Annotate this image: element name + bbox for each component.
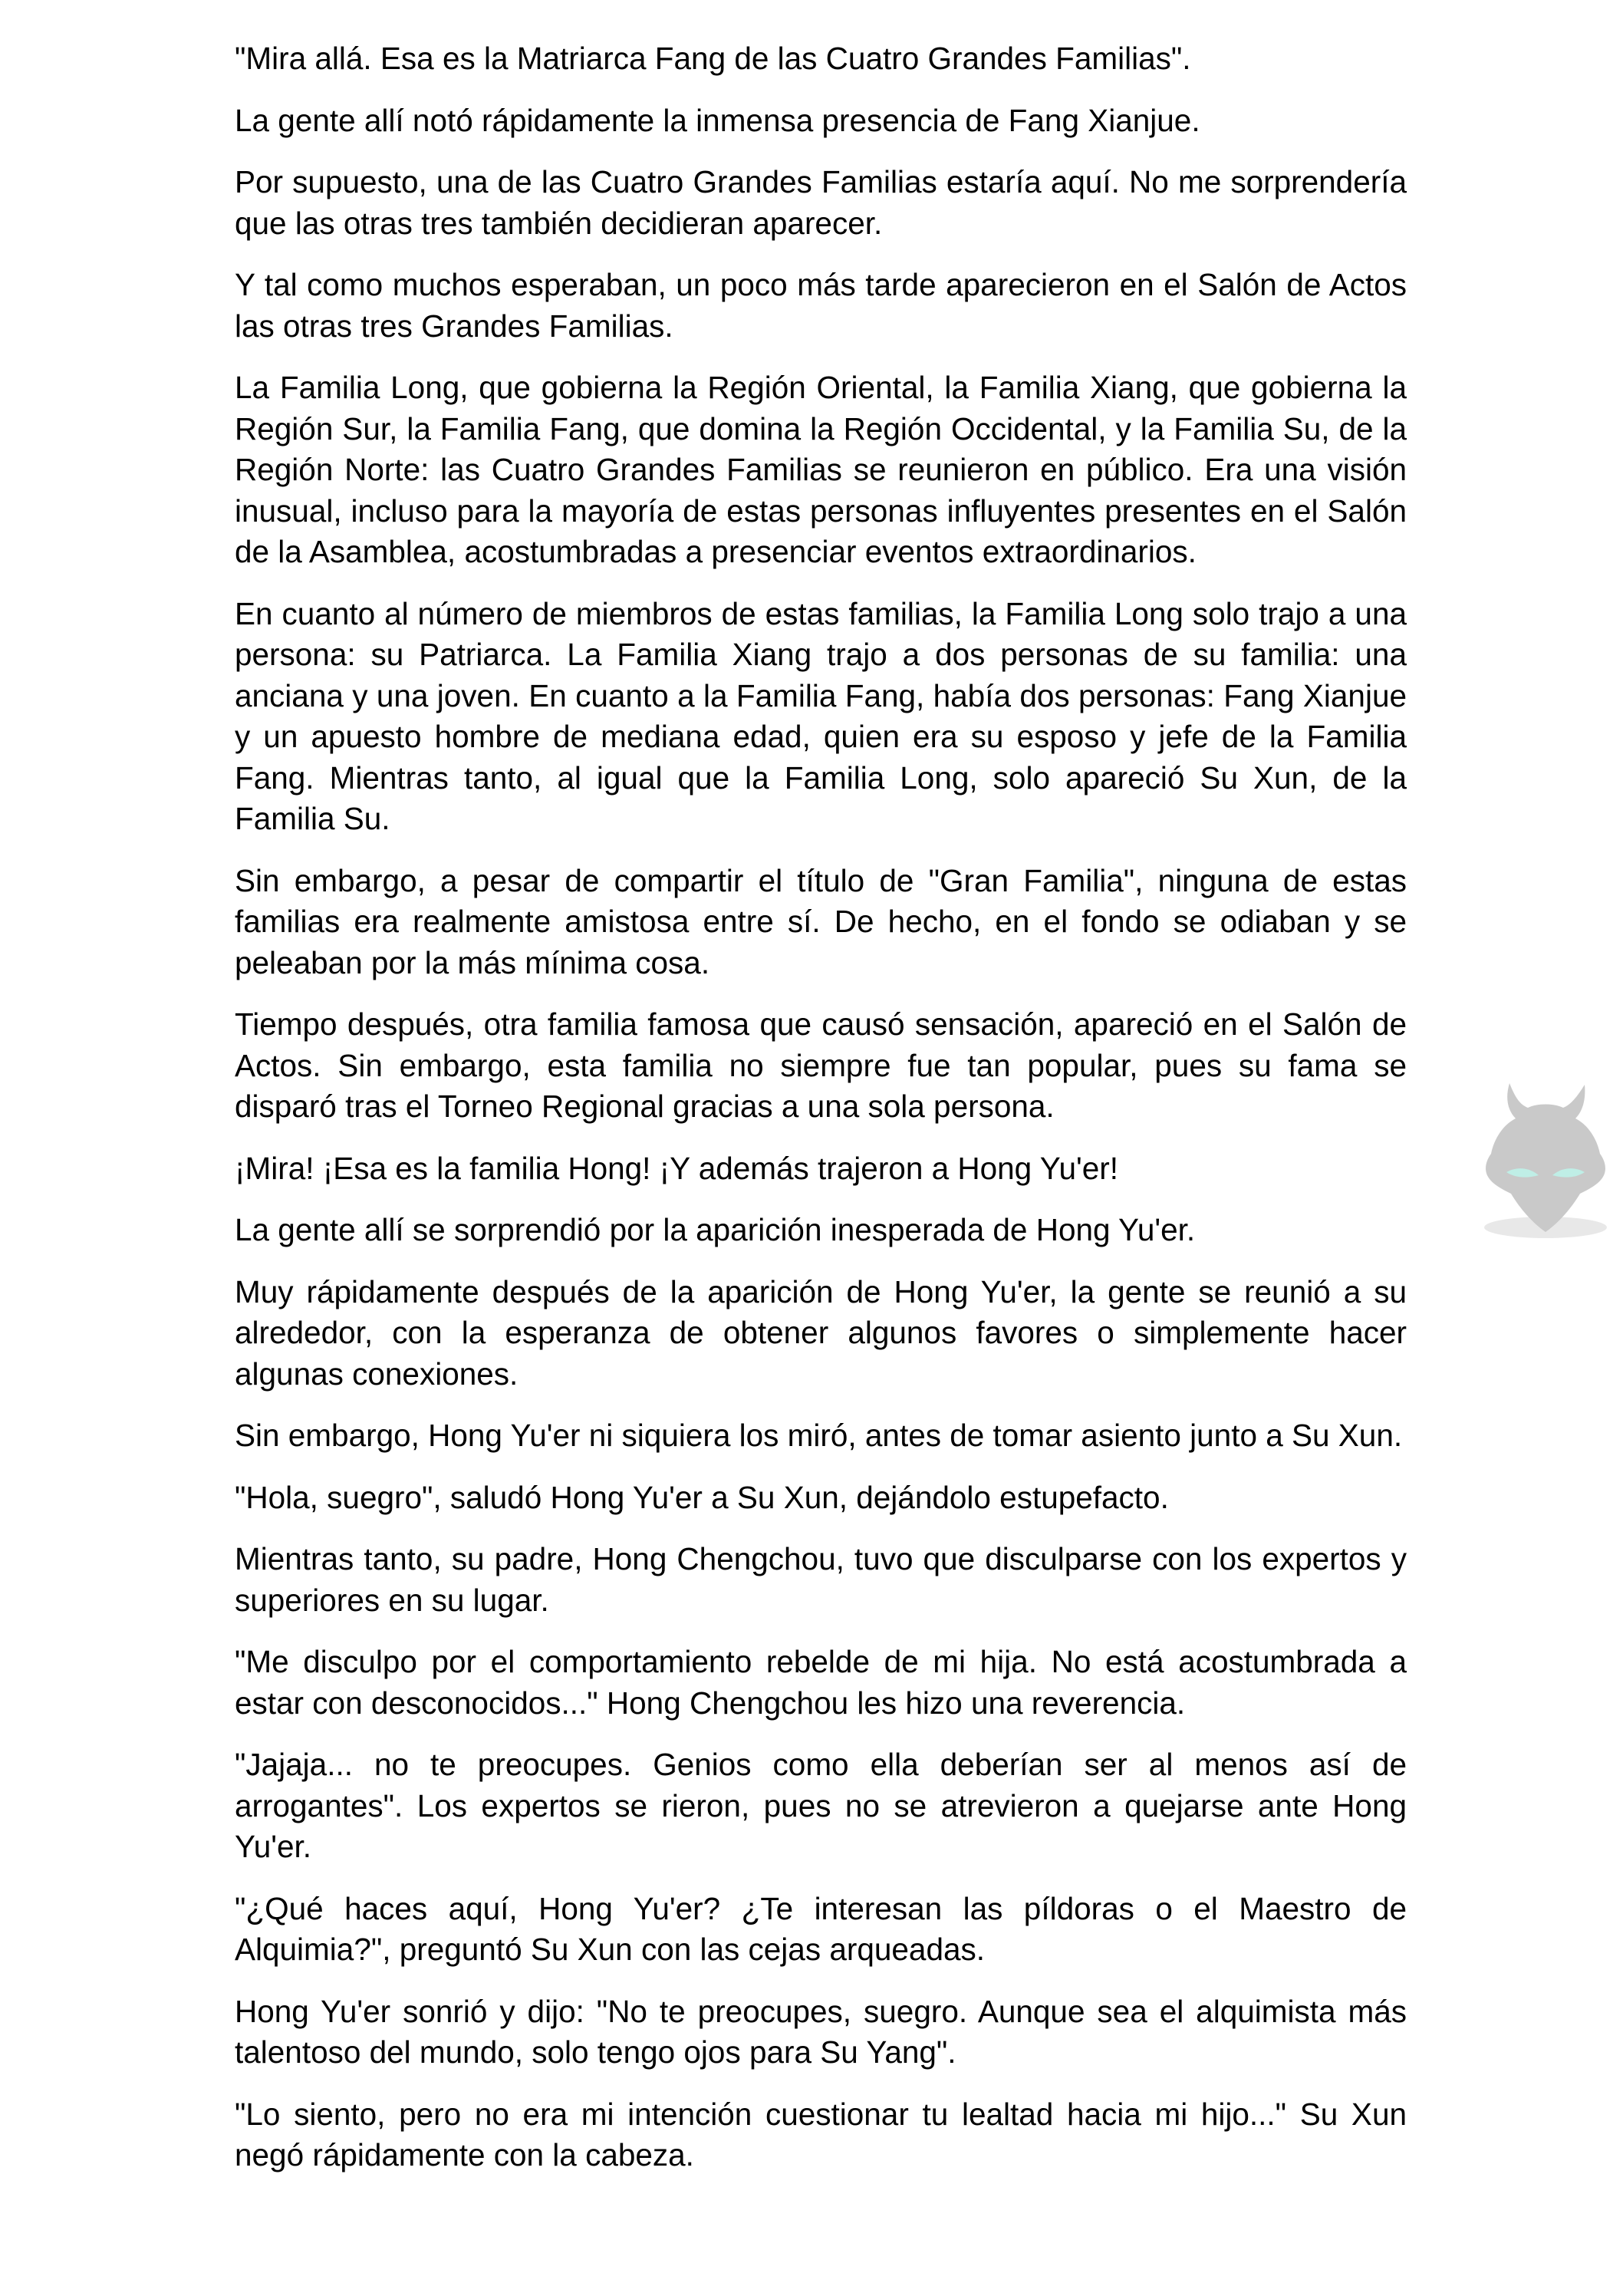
- paragraph: La gente allí notó rápidamente la inmensa presencia de Fang Xianjue.: [235, 102, 1200, 138]
- paragraph: "Jajaja... no te preocupes. Genios como ella deberían ser al menos así de arrogantes". Los expertos se rieron, pues no se atrevieron a quejarse ante Hong Yu'er.: [235, 1747, 1407, 1864]
- paragraph: "Lo siento, pero no era mi intención cuestionar tu lealtad hacia mi hijo..." Su Xun negó rápidamente con la cabeza.: [235, 2096, 1407, 2172]
- paragraph: Muy rápidamente después de la aparición de Hong Yu'er, la gente se reunió a su alrededor, con la esperanza de obtener algunos favores o simplemente hacer algunas conexiones.: [235, 1273, 1407, 1392]
- paragraph: Sin embargo, Hong Yu'er ni siquiera los miró, antes de tomar asiento junto a Su Xun.: [235, 1418, 1403, 1453]
- paragraph: La Familia Long, que gobierna la Región Oriental, la Familia Xiang, que gobierna la Región Sur, la Familia Fang, que domina la Región Occidental, y la Familia Su, de la Región Norte: las Cuatro Grandes Familias se reunieron en público. Era una visión inusual, incluso para la mayoría de estas personas influyentes presentes en el Salón de la Asamblea, acostumbradas a presenciar eventos extraordinarios.: [235, 370, 1407, 569]
- document-body: [235, 38, 1407, 2197]
- logo-head: [1486, 1083, 1605, 1232]
- paragraph: "Hola, suegro", saludó Hong Yu'er a Su Xun, dejándolo estupefacto.: [235, 1479, 1169, 1515]
- paragraph: Mientras tanto, su padre, Hong Chengchou, tuvo que disculparse con los expertos y superiores en su lugar.: [235, 1541, 1407, 1618]
- paragraph: Y tal como muchos esperaban, un poco más tarde aparecieron en el Salón de Actos las otras tres Grandes Familias.: [235, 267, 1407, 344]
- paragraph: Tiempo después, otra familia famosa que causó sensación, apareció en el Salón de Actos. Sin embargo, esta familia no siempre fue tan popular, pues su fama se disparó tras el Torneo Regional gracias a una sola persona.: [235, 1006, 1407, 1124]
- paragraph: "Me disculpo por el comportamiento rebelde de mi hija. No está acostumbrada a estar con desconocidos..." Hong Chengchou les hizo una reverencia.: [235, 1644, 1407, 1721]
- demon-head-icon: [1473, 1074, 1618, 1243]
- paragraph: "Mira allá. Esa es la Matriarca Fang de las Cuatro Grandes Familias".: [235, 41, 1191, 76]
- paragraph: Hong Yu'er sonrió y dijo: "No te preocupes, suegro. Aunque sea el alquimista más talentoso del mundo, solo tengo ojos para Su Yang".: [235, 1993, 1407, 2070]
- paragraph: "¿Qué haces aquí, Hong Yu'er? ¿Te interesan las píldoras o el Maestro de Alquimia?", preguntó Su Xun con las cejas arqueadas.: [235, 1890, 1407, 1967]
- paragraph: En cuanto al número de miembros de estas familias, la Familia Long solo trajo a una persona: su Patriarca. La Familia Xiang trajo a dos personas de su familia: una anciana y una joven. En cuanto a la Familia Fang, había dos personas: Fang Xianjue y un apuesto hombre de mediana edad, quien era su esposo y jefe de la Familia Fang. Mientras tanto, al igual que la Familia Long, solo apareció Su Xun, de la Familia Su.: [235, 595, 1407, 836]
- paragraph: La gente allí se sorprendió por la aparición inesperada de Hong Yu'er.: [235, 1212, 1196, 1247]
- paragraph: ¡Mira! ¡Esa es la familia Hong! ¡Y además trajeron a Hong Yu'er!: [235, 1150, 1119, 1186]
- paragraph: Sin embargo, a pesar de compartir el título de "Gran Familia", ninguna de estas familias era realmente amistosa entre sí. De hecho, en el fondo se odiaban y se peleaban por la más mínima cosa.: [235, 862, 1407, 980]
- paragraph: Por supuesto, una de las Cuatro Grandes Familias estaría aquí. No me sorprendería que las otras tres también decidieran aparecer.: [235, 164, 1407, 241]
